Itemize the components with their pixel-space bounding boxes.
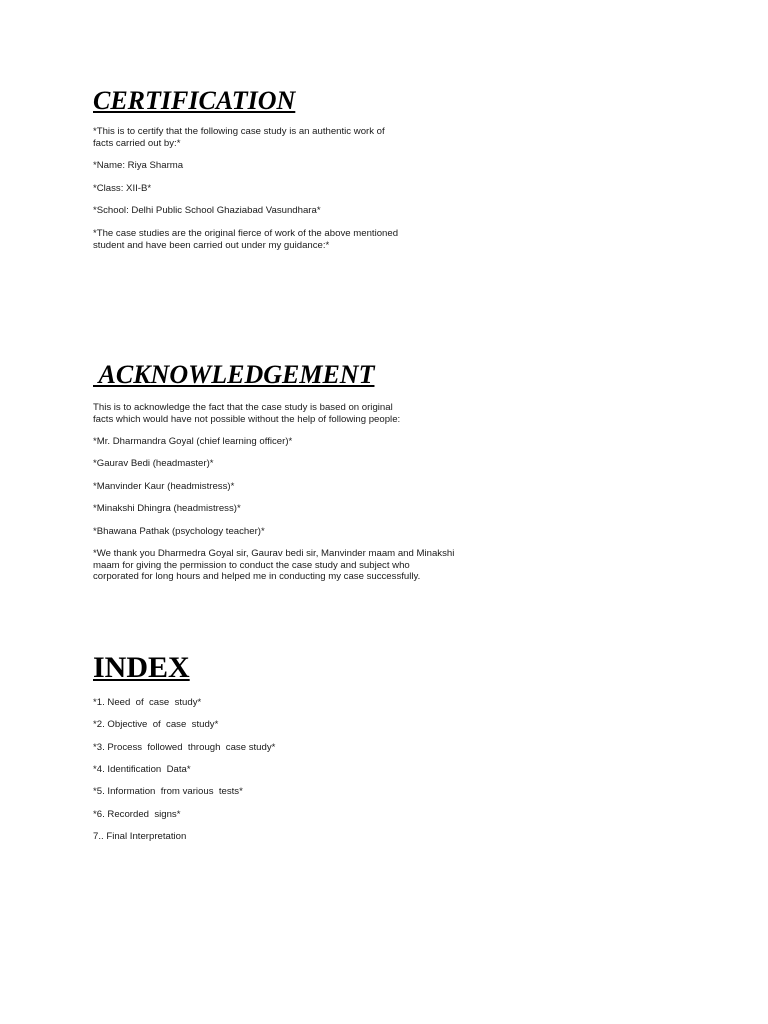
certification-statement: *This is to certify that the following case study is an authentic work of facts carried out by:* — [93, 126, 385, 149]
acknowledgement-heading: ACKNOWLEDGEMENT — [93, 360, 375, 389]
index-item: 7.. Final Interpretation — [93, 831, 187, 842]
index-item: *4. Identification Data* — [93, 764, 191, 775]
index-item: *1. Need of case study* — [93, 697, 202, 708]
acknowledgement-person: *Gaurav Bedi (headmaster)* — [93, 458, 214, 469]
acknowledgement-person: *Manvinder Kaur (headmistress)* — [93, 481, 235, 492]
index-item: *2. Objective of case study* — [93, 719, 219, 730]
acknowledgement-person: *Mr. Dharmandra Goyal (chief learning officer)* — [93, 436, 293, 447]
certification-school: *School: Delhi Public School Ghaziabad Vasundhara* — [93, 205, 321, 216]
acknowledgement-intro: This is to acknowledge the fact that the case study is based on original facts which would have not possible without the help of following people: — [93, 402, 401, 425]
index-item: *6. Recorded signs* — [93, 809, 181, 820]
index-item: *3. Process followed through case study* — [93, 742, 276, 753]
index-heading: INDEX — [93, 651, 190, 684]
certification-guidance: *The case studies are the original fierce of work of the above mentioned student and have been carried out under my guidance:* — [93, 228, 399, 251]
certification-name: *Name: Riya Sharma — [93, 160, 184, 171]
acknowledgement-thanks: *We thank you Dharmedra Goyal sir, Gaurav bedi sir, Manvinder maam and Minakshi maam for giving the permission to conduct the case study and subject who corporated for long hours and helped me in conducting my case successfully. — [93, 548, 455, 582]
acknowledgement-person: *Bhawana Pathak (psychology teacher)* — [93, 526, 265, 537]
acknowledgement-person: *Minakshi Dhingra (headmistress)* — [93, 503, 241, 514]
certification-heading: CERTIFICATION — [93, 86, 296, 115]
certification-class: *Class: XII-B* — [93, 183, 152, 194]
index-item: *5. Information from various tests* — [93, 786, 243, 797]
